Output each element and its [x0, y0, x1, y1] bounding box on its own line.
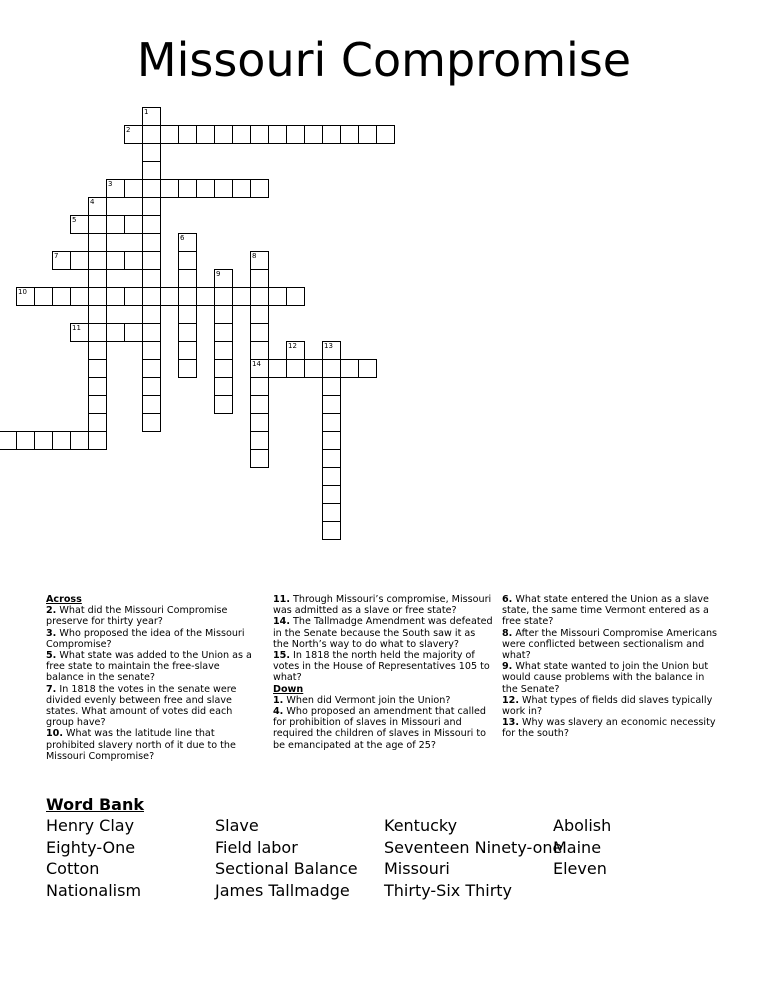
crossword-cell[interactable]: [124, 179, 143, 198]
crossword-cell[interactable]: [250, 359, 269, 378]
crossword-cell[interactable]: [0, 431, 17, 450]
crossword-cell[interactable]: [358, 125, 377, 144]
clue-number: 4: [90, 198, 95, 206]
crossword-cell[interactable]: [88, 413, 107, 432]
crossword-cell[interactable]: [106, 323, 125, 342]
across-heading: Across: [46, 594, 82, 605]
crossword-cell[interactable]: [178, 359, 197, 378]
crossword-cell[interactable]: [142, 377, 161, 396]
clue-number-label: 3.: [46, 627, 57, 639]
clues-column-3: [502, 594, 720, 740]
clue-text: Who proposed an amendment that called for prohibition of slaves in Missouri and required the children of slaves in Missouri to be emancipated at the age of 25?: [273, 706, 487, 751]
clue-number: 3: [108, 180, 113, 188]
crossword-cell[interactable]: [178, 233, 197, 252]
clue-item: [502, 717, 720, 739]
word-bank-entry: James Tallmadge: [215, 880, 350, 900]
crossword-cell[interactable]: [250, 449, 269, 468]
clue-text: In 1818 the north held the majority of votes in the House of Representatives 105 to what?: [273, 650, 490, 684]
clues-column-1: [46, 594, 254, 762]
clue-item: [273, 695, 493, 706]
clue-number-label: 6.: [502, 594, 513, 605]
clue-text: After the Missouri Compromise Americans were conflicted between sectionalism and what?: [502, 627, 718, 662]
clue-text: Through Missouri’s compromise, Missouri was admitted as a slave or free state?: [273, 594, 492, 617]
clue-text: What state entered the Union as a slave state, the same time Vermont entered as a free state?: [502, 594, 709, 628]
crossword-cell[interactable]: [70, 287, 89, 306]
clue-item: [502, 661, 720, 695]
crossword-cell[interactable]: [88, 377, 107, 396]
crossword-cell[interactable]: [322, 467, 341, 486]
crossword-cell[interactable]: [322, 485, 341, 504]
crossword-cell[interactable]: [250, 323, 269, 342]
crossword-cell[interactable]: [232, 179, 251, 198]
crossword-cell[interactable]: [142, 341, 161, 360]
crossword-cell[interactable]: [178, 125, 197, 144]
word-bank-entry: Abolish: [553, 816, 612, 835]
word-bank-entry: Henry Clay: [46, 816, 135, 835]
clue-item: [502, 594, 720, 628]
crossword-cell[interactable]: [214, 377, 233, 396]
crossword-cell[interactable]: [88, 269, 107, 288]
clues-column-2: [273, 594, 493, 751]
crossword-cell[interactable]: [322, 377, 341, 396]
crossword-cell[interactable]: [214, 179, 233, 198]
crossword-cell[interactable]: [88, 215, 107, 234]
crossword-cell[interactable]: [88, 305, 107, 324]
crossword-cell[interactable]: [142, 359, 161, 378]
crossword-cell[interactable]: [142, 197, 161, 216]
crossword-cell[interactable]: [178, 323, 197, 342]
crossword-cell[interactable]: [268, 125, 287, 144]
clue-text: When did Vermont join the Union?: [283, 694, 451, 706]
crossword-cell[interactable]: [160, 125, 179, 144]
crossword-cell[interactable]: [376, 125, 395, 144]
clue-number: 2: [126, 126, 131, 134]
clue-number: 12: [288, 342, 297, 350]
clue-number-label: 9.: [502, 661, 513, 673]
crossword-cell[interactable]: [214, 359, 233, 378]
crossword-cell[interactable]: [142, 305, 161, 324]
crossword-cell[interactable]: [142, 125, 161, 144]
crossword-cell[interactable]: [88, 395, 107, 414]
crossword-cell[interactable]: [322, 431, 341, 450]
crossword-cell[interactable]: [286, 359, 305, 378]
crossword-cell[interactable]: [214, 287, 233, 306]
clue-text: Who proposed the idea of the Missouri Compromise?: [46, 627, 245, 650]
crossword-cell[interactable]: [16, 287, 35, 306]
crossword-cell[interactable]: [358, 359, 377, 378]
crossword-cell[interactable]: [304, 359, 323, 378]
clue-item: [273, 594, 493, 616]
crossword-cell[interactable]: [124, 251, 143, 270]
crossword-cell[interactable]: [52, 251, 71, 270]
clue-number: 13: [324, 342, 333, 350]
crossword-cell[interactable]: [322, 125, 341, 144]
crossword-cell[interactable]: [178, 287, 197, 306]
crossword-cell[interactable]: [286, 341, 305, 360]
crossword-cell[interactable]: [322, 449, 341, 468]
clue-text: In 1818 the votes in the senate were divided evenly between free and slave states. What amount of votes did each group have?: [46, 683, 237, 729]
crossword-cell[interactable]: [142, 251, 161, 270]
across-clue-list-1: [46, 605, 254, 762]
crossword-cell[interactable]: [142, 269, 161, 288]
crossword-cell[interactable]: [52, 287, 71, 306]
clue-item: [502, 628, 720, 662]
crossword-cell[interactable]: [322, 521, 341, 540]
clue-number-label: 13.: [502, 717, 519, 729]
crossword-cell[interactable]: [250, 251, 269, 270]
word-bank-entry: Cotton: [46, 859, 100, 878]
word-bank-entry: Sectional Balance: [215, 859, 358, 878]
word-bank-entry: Nationalism: [46, 880, 142, 900]
crossword-cell[interactable]: [340, 359, 359, 378]
clue-item: [46, 628, 254, 650]
clue-text: What was the latitude line that prohibited slavery north of it due to the Missouri Compromise?: [46, 728, 236, 762]
crossword-cell[interactable]: [232, 125, 251, 144]
word-bank-entry: Eighty-One: [46, 837, 136, 857]
crossword-cell[interactable]: [178, 179, 197, 198]
crossword-cell[interactable]: [88, 197, 107, 216]
crossword-cell[interactable]: [268, 359, 287, 378]
clue-number: 9: [216, 270, 221, 278]
crossword-cell[interactable]: [124, 287, 143, 306]
clue-text: What did the Missouri Compromise preserve for thirty year?: [46, 605, 228, 628]
clue-number-label: 12.: [502, 694, 519, 706]
crossword-cell[interactable]: [160, 179, 179, 198]
crossword-cell[interactable]: [250, 377, 269, 396]
crossword-cell[interactable]: [88, 323, 107, 342]
crossword-cell[interactable]: [142, 287, 161, 306]
clue-number-label: 5.: [46, 650, 57, 662]
clue-number-label: 14.: [273, 616, 290, 628]
crossword-cell[interactable]: [286, 125, 305, 144]
crossword-cell[interactable]: [106, 287, 125, 306]
word-bank-title: Word Bank: [46, 795, 145, 814]
crossword-cell[interactable]: [142, 233, 161, 252]
clue-number: 6: [180, 234, 185, 242]
crossword-cell[interactable]: [178, 251, 197, 270]
down-clue-list-2: [502, 594, 720, 740]
word-bank-entry: Kentucky: [384, 816, 458, 835]
crossword-cell[interactable]: [322, 503, 341, 522]
crossword-cell[interactable]: [232, 287, 251, 306]
crossword-cell[interactable]: [124, 215, 143, 234]
crossword-cell[interactable]: [214, 305, 233, 324]
crossword-cell[interactable]: [304, 125, 323, 144]
crossword-cell[interactable]: [214, 125, 233, 144]
crossword-cell[interactable]: [214, 269, 233, 288]
crossword-cell[interactable]: [70, 251, 89, 270]
crossword-cell[interactable]: [142, 161, 161, 180]
clue-item: [46, 684, 254, 729]
crossword-cell[interactable]: [142, 413, 161, 432]
crossword-cell[interactable]: [142, 395, 161, 414]
clue-item: [46, 605, 254, 627]
crossword-cell[interactable]: [124, 125, 143, 144]
crossword-cell[interactable]: [250, 125, 269, 144]
clue-number-label: 10.: [46, 728, 63, 740]
crossword-cell[interactable]: [88, 251, 107, 270]
crossword-cell[interactable]: [322, 413, 341, 432]
crossword-cell[interactable]: [106, 251, 125, 270]
clue-item: [46, 650, 254, 684]
crossword-cell[interactable]: [52, 431, 71, 450]
crossword-cell[interactable]: [250, 179, 269, 198]
crossword-cell[interactable]: [340, 125, 359, 144]
clue-text: What state was added to the Union as a free state to maintain the free-slave balance in the senate?: [46, 650, 252, 684]
crossword-cell[interactable]: [142, 215, 161, 234]
word-bank-entry: Eleven: [553, 859, 607, 878]
crossword-cell[interactable]: [214, 395, 233, 414]
clue-item: [273, 650, 493, 684]
puzzle-title: Missouri Compromise: [136, 33, 632, 87]
crossword-cell[interactable]: [250, 395, 269, 414]
clue-number: 5: [72, 216, 77, 224]
clue-text: What state wanted to join the Union but would cause problems with the balance in the Senate?: [502, 661, 709, 695]
clue-item: [46, 728, 254, 762]
crossword-cell[interactable]: [178, 269, 197, 288]
crossword-cell[interactable]: [70, 431, 89, 450]
crossword-cell[interactable]: [34, 287, 53, 306]
word-bank-entry: Missouri: [384, 859, 450, 878]
crossword-cell[interactable]: [178, 341, 197, 360]
clue-number-label: 1.: [273, 694, 284, 706]
clue-text: What types of fields did slaves typically work in?: [502, 694, 713, 718]
clue-item: [502, 695, 720, 717]
clue-number: 7: [54, 252, 59, 260]
crossword-cell[interactable]: [88, 233, 107, 252]
clue-number: 8: [252, 252, 257, 260]
crossword-cell[interactable]: [178, 305, 197, 324]
crossword-cell[interactable]: [322, 395, 341, 414]
crossword-cell[interactable]: [268, 287, 287, 306]
crossword-cell[interactable]: [88, 431, 107, 450]
clue-number-label: 2.: [46, 605, 57, 617]
crossword-cell[interactable]: [322, 359, 341, 378]
clue-text: Why was slavery an economic necessity for the south?: [502, 717, 716, 740]
crossword-cell[interactable]: [34, 431, 53, 450]
crossword-cell[interactable]: [88, 341, 107, 360]
crossword-cell[interactable]: [250, 413, 269, 432]
word-bank-entry: Seventeen Ninety-one: [384, 837, 563, 857]
word-bank-entry: Slave: [215, 816, 259, 835]
crossword-cell[interactable]: [196, 287, 215, 306]
down-heading: Down: [273, 683, 304, 695]
crossword-cell[interactable]: [16, 431, 35, 450]
clue-item: [273, 616, 493, 650]
crossword-cell[interactable]: [70, 215, 89, 234]
word-bank-entry: Thirty-Six Thirty: [384, 880, 513, 900]
crossword-cell[interactable]: [142, 143, 161, 162]
crossword-cell[interactable]: [250, 269, 269, 288]
crossword-cell[interactable]: [88, 359, 107, 378]
clue-number: 11: [72, 324, 81, 332]
crossword-cell[interactable]: [196, 179, 215, 198]
crossword-cell[interactable]: [196, 125, 215, 144]
crossword-cell[interactable]: [160, 287, 179, 306]
crossword-cell[interactable]: [142, 323, 161, 342]
clue-number-label: 8.: [502, 627, 513, 639]
clue-number: 1: [144, 108, 149, 116]
clue-number-label: 4.: [273, 706, 284, 718]
crossword-cell[interactable]: [250, 305, 269, 324]
clue-number-label: 7.: [46, 683, 57, 695]
crossword-cell[interactable]: [106, 179, 125, 198]
crossword-cell[interactable]: [142, 179, 161, 198]
crossword-cell[interactable]: [322, 341, 341, 360]
crossword-cell[interactable]: [88, 287, 107, 306]
crossword-cell[interactable]: [214, 341, 233, 360]
clue-number-label: 15.: [273, 650, 290, 662]
crossword-cell[interactable]: [250, 287, 269, 306]
clue-number: 14: [252, 360, 261, 368]
clue-item: [273, 706, 493, 751]
clue-text: The Tallmadge Amendment was defeated in the Senate because the South saw it as the North’s way to do what to slavery?: [273, 616, 493, 650]
crossword-cell[interactable]: [106, 215, 125, 234]
crossword-cell[interactable]: [214, 323, 233, 342]
crossword-cell[interactable]: [70, 323, 89, 342]
across-clue-list-2: [273, 594, 493, 684]
down-clue-list-1: [273, 695, 493, 751]
crossword-cell[interactable]: [286, 287, 305, 306]
clue-number-label: 11.: [273, 594, 290, 605]
word-bank-entry: Field labor: [215, 837, 298, 857]
word-bank-entry: Maine: [553, 837, 602, 857]
crossword-cell[interactable]: [250, 431, 269, 450]
clue-number: 10: [18, 288, 27, 296]
crossword-cell[interactable]: [124, 323, 143, 342]
crossword-cell[interactable]: [250, 341, 269, 360]
crossword-cell[interactable]: [142, 107, 161, 126]
